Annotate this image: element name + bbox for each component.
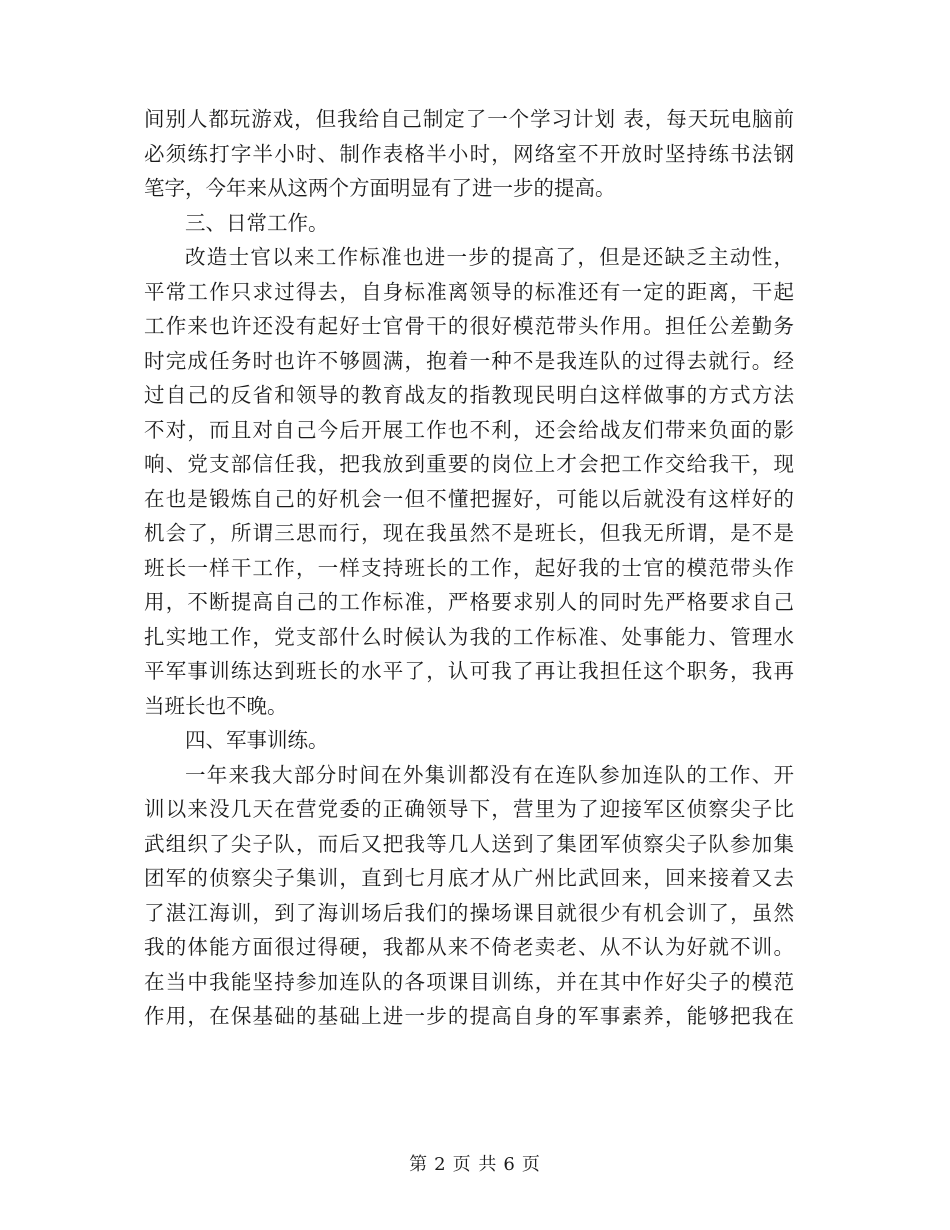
- paragraph-line: 时完成任务时也许不够圆满，抱着一种不是我连队的过得去就行。经: [144, 348, 794, 373]
- footer-page-number: 2: [434, 1154, 447, 1175]
- paragraph-line: 响、党支部信任我，把我放到重要的岗位上才会把工作交给我干，现: [144, 452, 794, 476]
- paragraph-line: 了湛江海训，到了海训场后我们的操场课目就很少有机会训了，虽然: [144, 900, 794, 925]
- paragraph-line: 间别人都玩游戏，但我给自己制定了一个学习计划 表，每天玩电脑前: [144, 107, 794, 131]
- footer-suffix: 页: [521, 1154, 541, 1175]
- paragraph-line: 训以来没几天在营党委的正确领导下，营里为了迎接军区侦察尖子比: [144, 797, 794, 821]
- paragraph-line: 一年来我大部分时间在外集训都没有在连队参加连队的工作、开: [185, 762, 794, 787]
- paragraph-line: 当班长也不晚。: [144, 693, 288, 718]
- paragraph-line: 我的体能方面很过得硬，我都从来不倚老卖老、从不认为好就不训。: [144, 935, 794, 959]
- paragraph-line: 在也是锻炼自己的好机会一但不懂把握好，可能以后就没有这样好的: [144, 486, 794, 511]
- document-body: [144, 102, 794, 1034]
- paragraph-line: 用，不断提高自己的工作标准，严格要求别人的同时先严格要求自己: [144, 590, 794, 614]
- paragraph-line: 扎实地工作，党支部什么时候认为我的工作标准、处事能力、管理水: [144, 624, 794, 649]
- paragraph-line: 改造士官以来工作标准也进一步的提高了，但是还缺乏主动性，: [185, 245, 794, 269]
- paragraph-line: 班长一样干工作，一样支持班长的工作，起好我的士官的模范带头作: [144, 555, 794, 580]
- paragraph-line: 机会了，所谓三思而行，现在我虽然不是班长，但我无所谓，是不是: [144, 521, 794, 545]
- paragraph-line: 武组织了尖子队，而后又把我等几人送到了集团军侦察尖子队参加集: [144, 831, 794, 856]
- paragraph-line: 工作来也许还没有起好士官骨干的很好模范带头作用。担任公差勤务: [144, 314, 794, 338]
- footer-prefix: 第: [409, 1154, 429, 1175]
- paragraph-line: 不对，而且对自己今后开展工作也不利，还会给战友们带来负面的影: [144, 417, 794, 442]
- paragraph-line: 在当中我能坚持参加连队的各项课目训练，并在其中作好尖子的模范: [144, 969, 794, 994]
- footer-total-pages: 6: [503, 1154, 516, 1175]
- footer-middle: 页 共: [452, 1154, 498, 1175]
- paragraph-line: 团军的侦察尖子集训，直到七月底才从广州比武回来，回来接着又去: [144, 866, 794, 890]
- section-heading: 三、日常工作。: [185, 210, 329, 235]
- paragraph-line: 平常工作只求过得去，自身标准离领导的标准还有一定的距离，干起: [144, 279, 794, 304]
- page-footer: [0, 1150, 950, 1176]
- paragraph-line: 笔字，今年来从这两个方面明显有了进一步的提高。: [144, 176, 616, 200]
- section-heading: 四、军事训练。: [185, 728, 329, 752]
- paragraph-line: 作用，在保基础的基础上进一步的提高自身的军事素养，能够把我在: [144, 1004, 794, 1028]
- paragraph-line: 过自己的反省和领导的教育战友的指教现民明白这样做事的方式方法: [144, 383, 794, 407]
- paragraph-line: 平军事训练达到班长的水平了，认可我了再让我担任这个职务，我再: [144, 659, 794, 683]
- paragraph-line: 必须练打字半小时、制作表格半小时，网络室不开放时坚持练书法钢: [144, 141, 794, 166]
